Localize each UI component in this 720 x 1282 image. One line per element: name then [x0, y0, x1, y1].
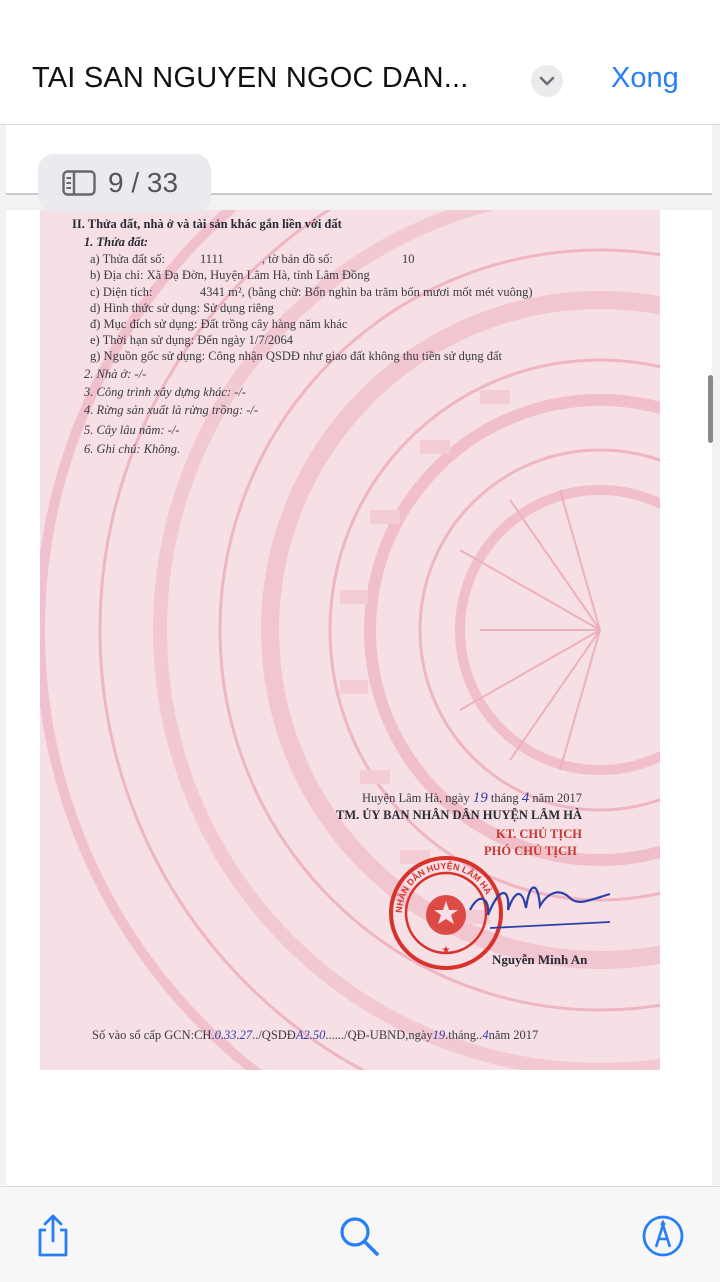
- address-line: b) Địa chỉ: Xã Đạ Đờn, Huyện Lâm Hà, tỉnh Lâm Đồng: [90, 268, 370, 282]
- issue-date-line: [362, 790, 582, 807]
- title-menu-button[interactable]: [531, 65, 563, 97]
- certificate-page: [40, 210, 660, 1070]
- search-icon: [337, 1214, 381, 1258]
- date-prefix: Huyện Lâm Hà, ngày: [362, 791, 470, 805]
- signer-name: Nguyễn Minh An: [492, 952, 588, 967]
- authority-title: TM. ỦY BAN NHÂN DÂN HUYỆN LÂM HÀ: [336, 808, 583, 822]
- done-button[interactable]: Xong: [611, 62, 679, 94]
- parcel-number-value: 1111: [200, 252, 224, 266]
- page-count-label: 9 / 33: [108, 167, 179, 198]
- registry-month: 4: [482, 1028, 489, 1042]
- kt-title: KT. CHỦ TỊCH: [496, 827, 583, 841]
- svg-text:★: ★: [441, 945, 451, 956]
- registry-tail: ....../QĐ-UBND,ngày: [325, 1028, 433, 1042]
- date-month: 4: [521, 790, 530, 806]
- construction-line: 3. Công trình xây dựng khác: -/-: [84, 385, 246, 399]
- page-indicator[interactable]: [38, 154, 211, 212]
- markup-button[interactable]: [640, 1213, 686, 1259]
- registry-number: 0.33.27: [214, 1028, 253, 1042]
- decision-number: A2.50: [295, 1028, 326, 1042]
- date-day: 19: [472, 790, 488, 806]
- map-sheet-label: , tờ bản đồ số:: [262, 252, 333, 266]
- vice-chair-title: PHÓ CHỦ TỊCH: [484, 844, 577, 858]
- search-button[interactable]: [336, 1213, 382, 1259]
- use-form-line: d) Hình thức sử dụng: Sử dụng riêng: [90, 301, 274, 315]
- markup-icon: [641, 1214, 685, 1258]
- scrollbar[interactable]: [708, 375, 713, 443]
- registry-mid: ../QSDĐ: [252, 1028, 296, 1042]
- area-label: c) Diện tích:: [90, 285, 153, 299]
- top-bar: [0, 0, 720, 125]
- chevron-down-icon: [539, 76, 555, 86]
- note-line: 6. Ghi chú: Không.: [84, 442, 181, 456]
- registry-line: [92, 1028, 538, 1043]
- current-page: [6, 210, 712, 1185]
- land-heading: 1. Thửa đất:: [84, 235, 149, 249]
- registry-month-label: .tháng..: [445, 1028, 483, 1042]
- share-icon: [34, 1214, 72, 1258]
- date-year: năm 2017: [532, 791, 583, 805]
- use-purpose-line: đ) Mục đích sử dụng: Đất trồng cây hàng năm khác: [90, 317, 348, 331]
- use-term-line: e) Thời hạn sử dụng: Đến ngày 1/7/2064: [90, 333, 294, 347]
- registry-day: 19: [432, 1028, 446, 1042]
- registry-year: năm 2017: [488, 1028, 539, 1042]
- registry-prefix: Số vào sổ cấp GCN:CH.: [92, 1028, 215, 1042]
- perennial-line: 5. Cây lâu năm: -/-: [84, 423, 180, 437]
- seal-text: NHÂN DÂN HUYỆN LÂM HÀ: [393, 860, 494, 914]
- parcel-number-label: a) Thửa đất số:: [90, 252, 165, 266]
- forest-line: 4. Rừng sản xuất là rừng trồng: -/-: [84, 403, 259, 417]
- section-title: II. Thửa đất, nhà ở và tài sản khác gắn liền với đất: [72, 217, 342, 231]
- origin-line: g) Nguồn gốc sử dụng: Công nhận QSDĐ như giao đất không thu tiền sử dụng đất: [90, 349, 502, 363]
- date-month-label: tháng: [490, 791, 519, 805]
- document-title[interactable]: TAI SAN NGUYEN NGOC DAN...: [32, 62, 469, 94]
- document-viewer[interactable]: [0, 125, 720, 1185]
- share-button[interactable]: [30, 1213, 76, 1259]
- map-sheet-value: 10: [402, 252, 415, 266]
- sidebar-icon: [62, 170, 96, 196]
- area-value: 4341 m², (bằng chữ: Bốn nghìn ba trăm bốn mươi mốt mét vuông): [200, 285, 533, 299]
- signature: [460, 870, 620, 940]
- house-line: 2. Nhà ở: -/-: [84, 367, 147, 381]
- bottom-toolbar: [0, 1186, 720, 1282]
